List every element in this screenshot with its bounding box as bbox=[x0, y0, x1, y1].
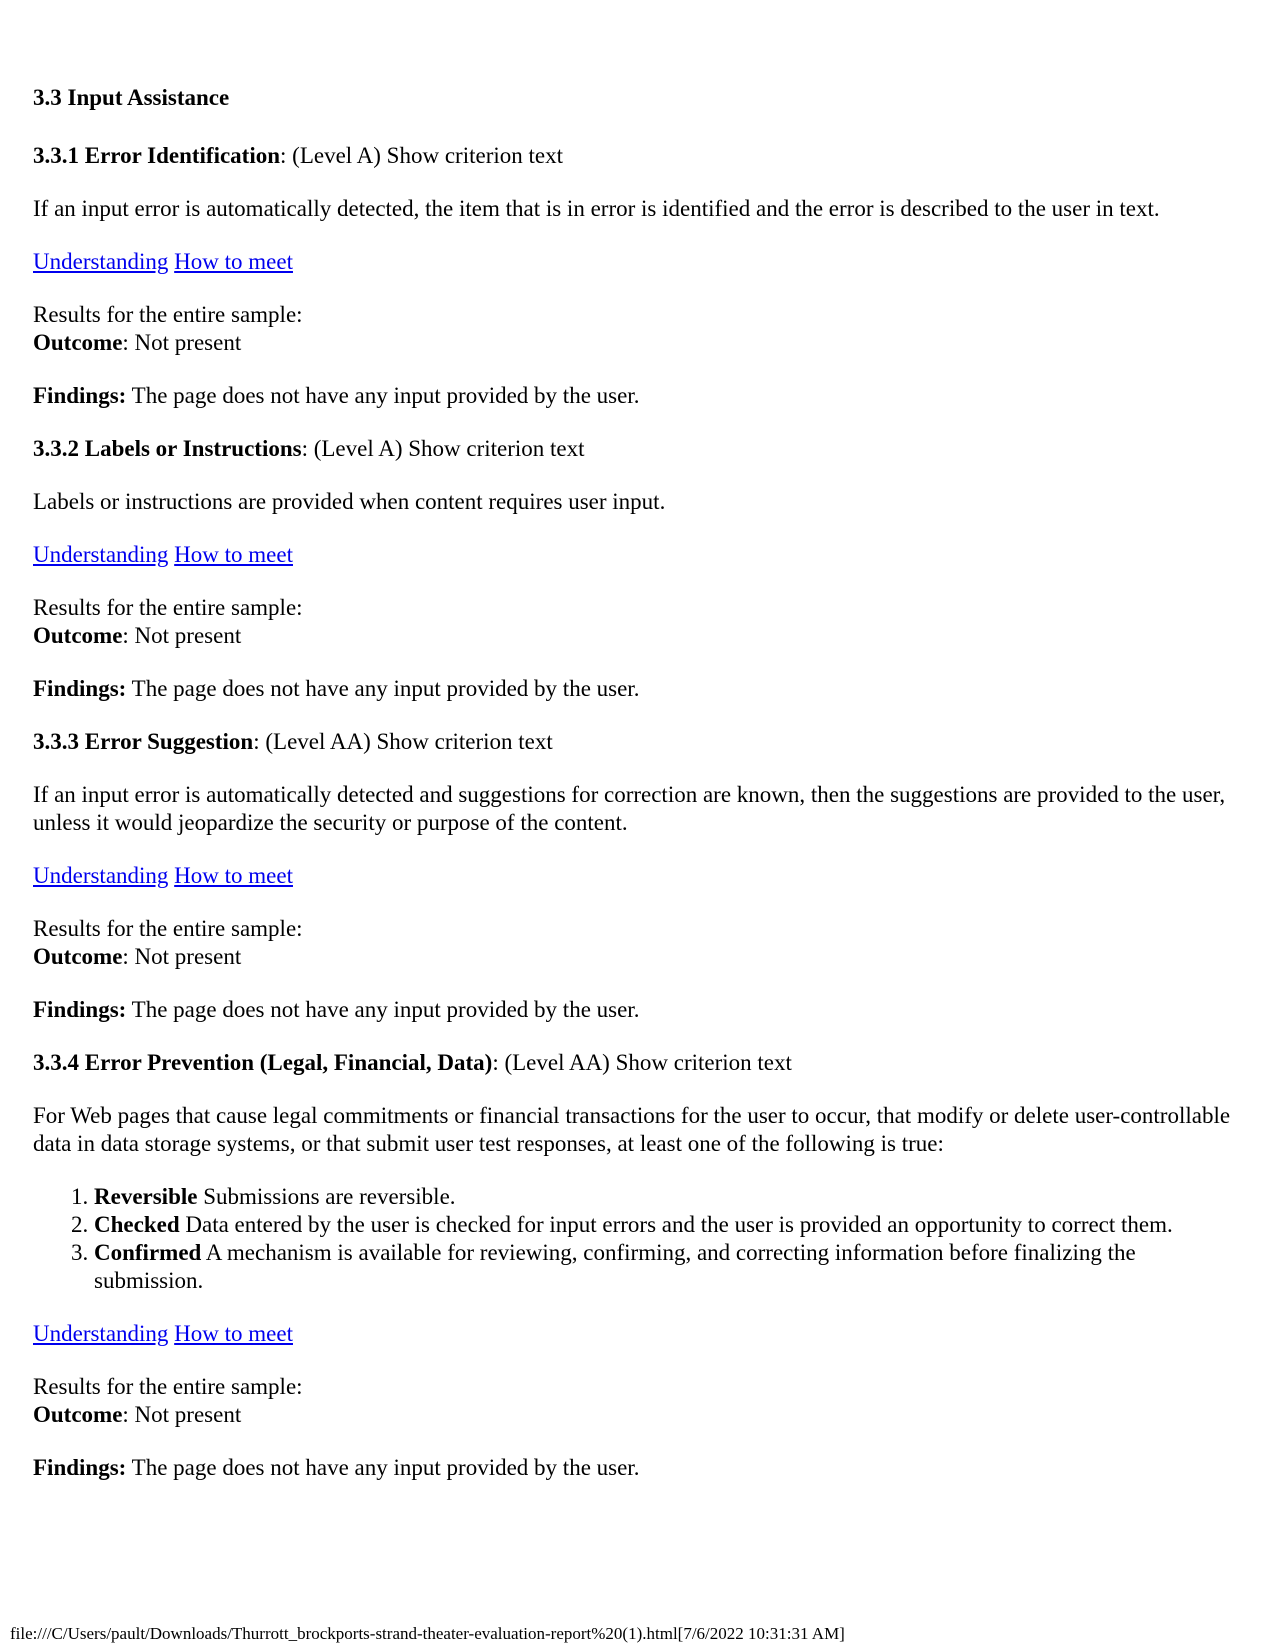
criterion-heading bbox=[33, 1049, 1248, 1077]
understanding-link[interactable]: Understanding bbox=[33, 863, 169, 888]
criterion-name: 3.3.2 Labels or Instructions bbox=[33, 436, 302, 461]
understanding-link[interactable]: Understanding bbox=[33, 249, 169, 274]
findings bbox=[33, 382, 1248, 410]
requirement-term: Confirmed bbox=[94, 1240, 202, 1265]
requirement-text: Submissions are reversible. bbox=[197, 1184, 456, 1209]
list-item bbox=[94, 1239, 1248, 1295]
results-block bbox=[33, 301, 1248, 357]
how-to-meet-link[interactable]: How to meet bbox=[174, 542, 293, 567]
outcome-label: Outcome bbox=[33, 623, 123, 648]
criterion-level: : (Level A) Show criterion text bbox=[280, 143, 563, 168]
results-block bbox=[33, 1373, 1248, 1429]
criterion-name: 3.3.4 Error Prevention (Legal, Financial, Data) bbox=[33, 1050, 493, 1075]
outcome-label: Outcome bbox=[33, 330, 123, 355]
results-label: Results for the entire sample: bbox=[33, 595, 303, 620]
criterion-level: : (Level A) Show criterion text bbox=[301, 436, 585, 461]
criterion-description: For Web pages that cause legal commitments or financial transactions for the user to occur, that modify or delete user-controllable data in data storage systems, or that submit user test responses, at least one of the following is true: bbox=[33, 1103, 1231, 1156]
findings-value: The page does not have any input provided by the user. bbox=[126, 1455, 640, 1480]
results-label: Results for the entire sample: bbox=[33, 302, 303, 327]
criterion-name: 3.3.1 Error Identification bbox=[33, 143, 281, 168]
criterion-3-3-4 bbox=[33, 1049, 1248, 1482]
results-label: Results for the entire sample: bbox=[33, 1374, 303, 1399]
criterion-level: : (Level AA) Show criterion text bbox=[253, 729, 553, 754]
print-footer-url: file:///C/Users/pault/Downloads/Thurrott_brockports-strand-theater-evaluation-report%20(1).html[7/6/2022 10:31:31 AM] bbox=[10, 1624, 845, 1643]
criterion-links bbox=[33, 541, 1248, 569]
criterion-3-3-1 bbox=[33, 142, 1248, 410]
findings bbox=[33, 675, 1248, 703]
how-to-meet-link[interactable]: How to meet bbox=[174, 249, 293, 274]
findings-label: Findings: bbox=[33, 676, 127, 701]
outcome-label: Outcome bbox=[33, 944, 123, 969]
list-item bbox=[94, 1211, 1248, 1239]
findings-value: The page does not have any input provided by the user. bbox=[126, 383, 640, 408]
results-label: Results for the entire sample: bbox=[33, 916, 303, 941]
criterion-heading bbox=[33, 142, 1248, 170]
requirement-text: A mechanism is available for reviewing, confirming, and correcting information before finalizing the submission. bbox=[94, 1240, 1136, 1293]
outcome-value: : Not present bbox=[122, 623, 242, 648]
criterion-description: If an input error is automatically detected, the item that is in error is identified and the error is described to the user in text. bbox=[33, 196, 1160, 221]
criterion-links bbox=[33, 1320, 1248, 1348]
outcome-value: : Not present bbox=[122, 1402, 242, 1427]
criterion-links bbox=[33, 862, 1248, 890]
list-item bbox=[94, 1183, 1248, 1211]
findings-label: Findings: bbox=[33, 1455, 127, 1480]
findings bbox=[33, 1454, 1248, 1482]
results-block bbox=[33, 594, 1248, 650]
understanding-link[interactable]: Understanding bbox=[33, 542, 169, 567]
outcome-value: : Not present bbox=[122, 330, 242, 355]
criterion-heading bbox=[33, 435, 1248, 463]
criterion-links bbox=[33, 248, 1248, 276]
criterion-description: Labels or instructions are provided when content requires user input. bbox=[33, 489, 666, 514]
criterion-description: If an input error is automatically detected and suggestions for correction are known, then the suggestions are provided to the user, unless it would jeopardize the security or purpose of the content. bbox=[33, 782, 1226, 835]
outcome-label: Outcome bbox=[33, 1402, 123, 1427]
section-title: 3.3 Input Assistance bbox=[33, 85, 230, 110]
findings bbox=[33, 996, 1248, 1024]
understanding-link[interactable]: Understanding bbox=[33, 1321, 169, 1346]
results-block bbox=[33, 915, 1248, 971]
findings-value: The page does not have any input provided by the user. bbox=[126, 676, 640, 701]
report-page bbox=[33, 84, 1248, 1507]
criterion-level: : (Level AA) Show criterion text bbox=[492, 1050, 792, 1075]
findings-value: The page does not have any input provided by the user. bbox=[126, 997, 640, 1022]
outcome-value: : Not present bbox=[122, 944, 242, 969]
requirements-list bbox=[33, 1183, 1248, 1295]
findings-label: Findings: bbox=[33, 997, 127, 1022]
criterion-3-3-2 bbox=[33, 435, 1248, 703]
how-to-meet-link[interactable]: How to meet bbox=[174, 863, 293, 888]
requirement-text: Data entered by the user is checked for input errors and the user is provided an opportunity to correct them. bbox=[179, 1212, 1173, 1237]
criterion-3-3-3 bbox=[33, 728, 1248, 1024]
requirement-term: Checked bbox=[94, 1212, 180, 1237]
requirement-term: Reversible bbox=[94, 1184, 198, 1209]
how-to-meet-link[interactable]: How to meet bbox=[174, 1321, 293, 1346]
criterion-heading bbox=[33, 728, 1248, 756]
findings-label: Findings: bbox=[33, 383, 127, 408]
criterion-name: 3.3.3 Error Suggestion bbox=[33, 729, 254, 754]
